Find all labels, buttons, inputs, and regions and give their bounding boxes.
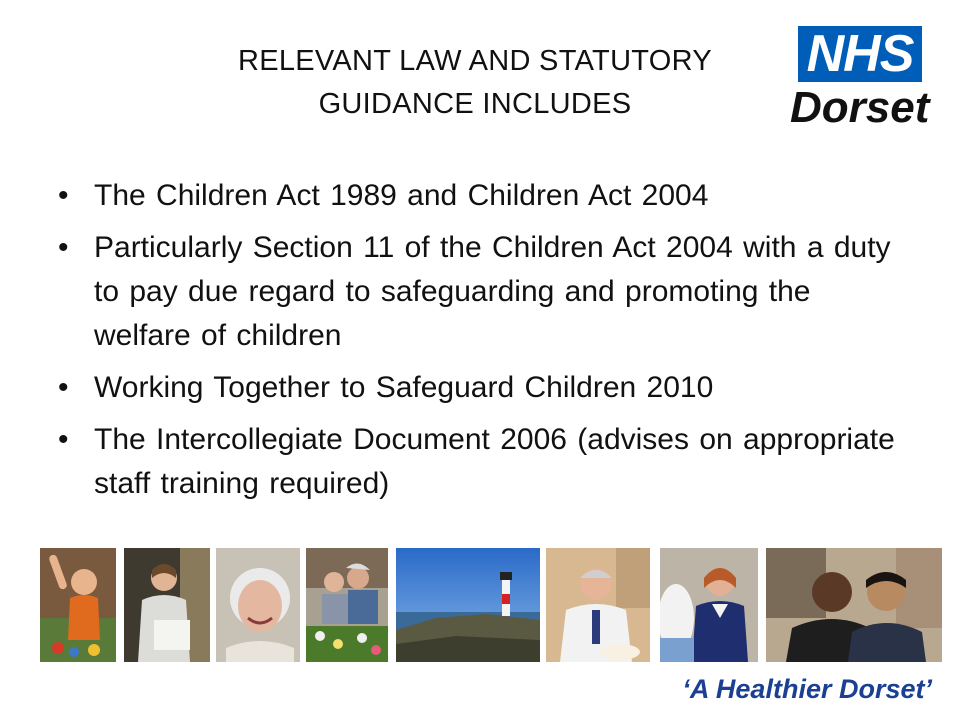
bullet-item xyxy=(58,174,898,218)
page-title xyxy=(150,40,800,126)
bullet-dot: • xyxy=(58,179,69,212)
nhs-dorset-logo xyxy=(786,26,934,136)
photo-elderly-couple xyxy=(306,548,388,662)
bullet-text: Working Together to Safeguard Children 2010 xyxy=(94,371,714,404)
nhs-logo-box: NHS xyxy=(798,26,922,82)
photo-elderly-woman xyxy=(216,548,300,662)
logo-region-text: Dorset xyxy=(790,83,930,132)
bullet-text: The Children Act 1989 and Children Act 2004 xyxy=(94,179,709,212)
photo-nurse xyxy=(124,548,210,662)
photo-nurse-patient xyxy=(660,548,758,662)
footer-tagline: ‘A Healthier Dorset’ xyxy=(682,674,932,704)
photo-doctor xyxy=(546,548,650,662)
bullet-text: The Intercollegiate Document 2006 (advises on appropriate staff training required) xyxy=(94,423,895,500)
bullet-item xyxy=(58,226,898,358)
title-line-2: GUIDANCE INCLUDES xyxy=(318,88,632,120)
bullet-item xyxy=(58,418,898,506)
bullet-dot: • xyxy=(58,423,69,456)
bullet-text: Particularly Section 11 of the Children Act 2004 with a duty to pay due regard to safeguarding and promoting the welfare of children xyxy=(94,231,891,352)
photo-lighthouse xyxy=(396,548,540,662)
bullet-dot: • xyxy=(58,371,69,404)
bullet-list xyxy=(58,174,898,514)
photo-toddler xyxy=(40,548,116,662)
photo-strip xyxy=(40,548,942,662)
bullet-item xyxy=(58,366,898,410)
photo-young-men xyxy=(766,548,942,662)
title-line-1: RELEVANT LAW AND STATUTORY xyxy=(237,45,713,77)
bullet-dot: • xyxy=(58,231,69,264)
